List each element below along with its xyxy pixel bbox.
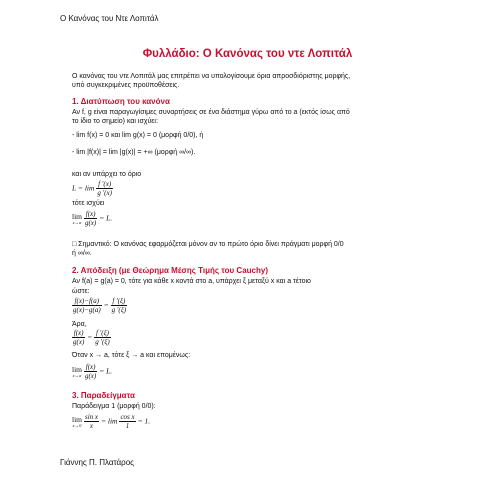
xi-quotient	[94, 329, 110, 346]
intro-line-1: Ο κανόνας του ντε Λοπιτάλ μας επιτρέπει να υπολογίσουμε όρια απροσδιόριστης μορφής,	[72, 73, 351, 80]
denominator: 1	[125, 422, 130, 430]
lim-subscript: x→0	[72, 422, 82, 428]
section-2-line-2: ώστε:	[72, 288, 90, 295]
numerator: cos x	[120, 413, 135, 421]
denominator: g(x)	[73, 338, 85, 346]
numerator: f ′(ξ)	[112, 297, 126, 305]
section-3-heading: 3. Παραδείγματα	[72, 391, 135, 400]
cos-over-one	[119, 413, 135, 430]
function-quotient	[84, 210, 97, 227]
lim-subscript: x→a	[72, 219, 82, 225]
denominator: g(x)	[84, 219, 97, 227]
cauchy-formula: $\frac{f(x)-f(a)}{g(x)-g(a)}$ = $\frac{f '(\xi)}{g '(\xi)}$	[73, 297, 127, 314]
exists-line: και αν υπάρχει το όριο	[72, 171, 142, 178]
equals-L: = L.	[99, 366, 113, 376]
denominator: x	[89, 422, 94, 430]
ara-line: Άρα,	[72, 321, 87, 328]
condition-zero-zero	[72, 131, 203, 140]
condition-1-formula: - lim f(x) = 0 και lim g(x) = 0	[72, 132, 157, 139]
section-2-line-1: Αν f(a) = g(a) = 0, τότε για κάθε x κοντά στο a, υπάρχει ξ μεταξύ x και a τέτοιο	[72, 278, 311, 285]
numerator: f(x)−f(a)	[72, 297, 102, 306]
running-header: Ο Κανόνας του Ντε Λοπιτάλ	[60, 14, 159, 23]
condition-2-form: (μορφή ∞/∞).	[154, 149, 196, 156]
difference-quotient	[72, 297, 102, 314]
example-1-label: Παράδειγμα 1 (μορφή 0/0):	[72, 403, 156, 410]
equals-L: = L.	[99, 213, 113, 223]
condition-2-formula: - lim |f(x)| = lim |g(x)| = +∞	[72, 149, 153, 156]
example-1-formula	[72, 413, 150, 430]
lim-operator	[72, 213, 82, 225]
condition-inf-inf	[72, 148, 195, 157]
L-equals-lim: L = lim	[72, 183, 95, 193]
function-quotient	[84, 363, 97, 380]
when-line: Όταν x → a, τότε ξ → a και επομένως:	[72, 352, 191, 359]
numerator: f ′(ξ)	[96, 329, 109, 337]
author-footer: Γιάννης Π. Πλατάρος	[60, 458, 135, 467]
denominator: g ′(ξ)	[111, 306, 127, 314]
numerator: sin x	[84, 413, 98, 421]
section-2-limit-formula	[72, 363, 112, 380]
then-line: τότε ισχύει	[72, 200, 105, 207]
numerator: f(x)	[73, 329, 84, 337]
section-2-heading: 2. Απόδειξη (με Θεώρημα Μέσης Τιμής του Cauchy)	[72, 266, 268, 275]
ara-formula: $\frac{f(x)}{g(x)}$ = $\frac{f '(\xi)}{g '(\xi)}$	[73, 329, 110, 346]
section-1-line-1: Αν f, g είναι παραγωγίσιμες συναρτήσεις σε ένα διάστημα γύρω από το a (εκτός ίσως από	[72, 109, 350, 116]
denominator: g ′(ξ)	[95, 338, 110, 346]
limit-L-formula	[72, 180, 113, 197]
denominator: g(x)−g(a)	[73, 306, 101, 314]
section-1-heading: 1. Διατύπωση του κανόνα	[72, 97, 170, 106]
sin-over-x	[84, 413, 99, 430]
numerator: f(x)	[85, 210, 96, 218]
lim-operator	[72, 366, 82, 378]
equals-lim: = lim	[100, 416, 118, 426]
condition-1-form: (μορφή 0/0), ή	[158, 132, 204, 139]
denominator: g ′(x)	[97, 189, 112, 197]
result: = 1.	[137, 416, 151, 426]
lim-subscript: x→a	[72, 372, 82, 378]
limit-result-formula	[72, 210, 112, 227]
denominator: g(x)	[84, 372, 97, 380]
lim-word: lim	[72, 414, 83, 424]
lim-word: lim	[72, 211, 83, 221]
numerator: f ′(x)	[98, 180, 112, 188]
important-note-cont: ή ∞/∞.	[72, 250, 92, 257]
intro-line-2: υπό συγκεκριμένες προϋποθέσεις.	[72, 82, 180, 89]
numerator: f(x)	[85, 363, 96, 371]
derivative-quotient	[96, 180, 113, 197]
page-title: Φυλλάδιο: Ο Κανόνας του ντε Λοπιτάλ	[142, 48, 353, 60]
xi-quotient	[111, 297, 127, 314]
section-1-line-2: το ίδιο το σημείο) και ισχύει:	[72, 118, 158, 125]
function-quotient	[72, 329, 85, 346]
important-note: □ Σημαντικό: Ο κανόνας εφαρμόζεται μόνον αν το πρώτο όριο δίνει πράγματι μορφή 0/0	[72, 241, 344, 248]
lim-word: lim	[72, 364, 83, 374]
lim-operator	[72, 416, 82, 428]
